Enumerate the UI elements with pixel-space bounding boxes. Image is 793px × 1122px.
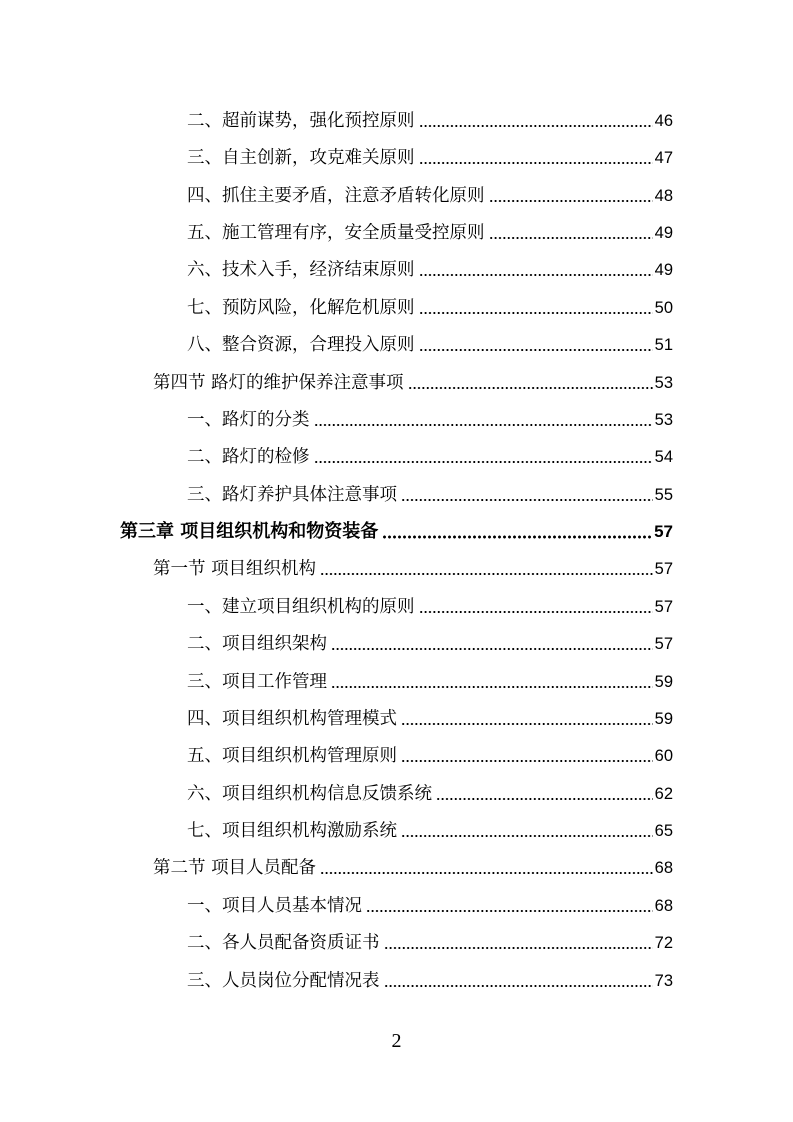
toc-entry-title: 五、项目组织机构管理原则	[187, 746, 397, 766]
toc-entry-title: 三、项目工作管理	[187, 672, 327, 692]
toc-entry[interactable]	[187, 330, 673, 356]
toc-dot-leader	[419, 610, 653, 614]
toc-entry-page: 50	[654, 299, 673, 317]
toc-dot-leader	[489, 236, 653, 240]
toc-entry[interactable]	[187, 741, 673, 767]
toc-entry[interactable]	[187, 891, 673, 917]
toc-entry-page: 62	[654, 785, 673, 803]
toc-dot-leader	[419, 161, 653, 165]
toc-entry[interactable]	[187, 779, 673, 805]
toc-dot-leader	[314, 423, 653, 427]
toc-entry-title: 第四节 路灯的维护保养注意事项	[153, 373, 404, 393]
toc-dot-leader	[401, 759, 653, 763]
toc-entry-page: 51	[654, 336, 673, 354]
toc-entry-page: 46	[654, 112, 673, 130]
toc-entry[interactable]	[187, 816, 673, 842]
toc-entry-page: 54	[654, 448, 673, 466]
toc-entry[interactable]	[187, 405, 673, 431]
toc-entry-page: 57	[654, 560, 673, 578]
toc-entry-page: 72	[654, 934, 673, 952]
toc-entry-title: 六、项目组织机构信息反馈系统	[187, 784, 432, 804]
toc-entry-title: 二、各人员配备资质证书	[187, 933, 380, 953]
toc-entry[interactable]	[187, 928, 673, 954]
toc-entry[interactable]	[187, 293, 673, 319]
toc-entry-page: 47	[654, 149, 673, 167]
toc-entry-page: 57	[654, 635, 673, 653]
toc-entry-page: 57	[654, 598, 673, 616]
toc-entry-title: 第二节 项目人员配备	[153, 858, 317, 878]
toc-entry[interactable]	[187, 592, 673, 618]
toc-dot-leader	[419, 124, 653, 128]
toc-entry[interactable]	[187, 667, 673, 693]
toc-entry[interactable]	[187, 143, 673, 169]
toc-entry-page: 49	[654, 224, 673, 242]
toc-entry-page: 73	[654, 972, 673, 990]
toc-entry-title: 五、施工管理有序，安全质量受控原则	[187, 223, 485, 243]
toc-dot-leader	[314, 460, 653, 464]
toc-entry-page: 60	[654, 747, 673, 765]
toc-entry[interactable]	[187, 966, 673, 992]
toc-entry-page: 55	[654, 486, 673, 504]
toc-entry-title: 一、路灯的分类	[187, 410, 310, 430]
toc-entry-title: 三、路灯养护具体注意事项	[187, 485, 397, 505]
toc-entry[interactable]	[187, 480, 673, 506]
toc-entry-page: 59	[654, 673, 673, 691]
toc-dot-leader	[419, 348, 653, 352]
toc-entry[interactable]	[187, 181, 673, 207]
toc-dot-leader	[320, 871, 653, 875]
toc-entry-title: 三、自主创新，攻克难关原则	[187, 148, 415, 168]
toc-entry-page: 49	[654, 261, 673, 279]
toc-dot-leader	[384, 984, 653, 988]
toc-entry[interactable]	[187, 218, 673, 244]
toc-entry-title: 第一节 项目组织机构	[153, 559, 317, 579]
toc-entry-page: 53	[654, 411, 673, 429]
toc-entry-section[interactable]	[153, 554, 673, 580]
toc-entry-title: 六、技术入手，经济结束原则	[187, 260, 415, 280]
toc-dot-leader	[436, 797, 653, 801]
toc-entry-title: 一、建立项目组织机构的原则	[187, 597, 415, 617]
toc-dot-leader	[366, 909, 653, 913]
toc-dot-leader	[419, 273, 653, 277]
toc-entry[interactable]	[187, 106, 673, 132]
toc-entry[interactable]	[187, 704, 673, 730]
toc-entry-page: 65	[654, 822, 673, 840]
toc-dot-leader	[401, 498, 653, 502]
toc-entry-title: 二、项目组织架构	[187, 634, 327, 654]
toc-entry-page: 48	[654, 187, 673, 205]
toc-entry-title: 四、抓住主要矛盾，注意矛盾转化原则	[187, 186, 485, 206]
toc-entry-page: 53	[654, 374, 673, 392]
toc-entry[interactable]	[187, 255, 673, 281]
toc-entry-title: 七、预防风险，化解危机原则	[187, 298, 415, 318]
toc-dot-leader	[384, 946, 653, 950]
toc-dot-leader	[408, 386, 653, 390]
toc-entry[interactable]	[187, 442, 673, 468]
toc-dot-leader	[320, 572, 653, 576]
toc-entry-section[interactable]	[153, 368, 673, 394]
toc-entry-chapter[interactable]	[120, 517, 673, 543]
toc-dot-leader	[382, 535, 652, 539]
toc-entry-title: 八、整合资源，合理投入原则	[187, 335, 415, 355]
toc-entry-section[interactable]	[153, 853, 673, 879]
toc-dot-leader	[331, 685, 653, 689]
toc-dot-leader	[331, 647, 653, 651]
page-number: 2	[391, 1030, 402, 1052]
toc-entry[interactable]	[187, 629, 673, 655]
toc-dot-leader	[489, 199, 653, 203]
toc-entry-title: 二、超前谋势，强化预控原则	[187, 111, 415, 131]
toc-entry-page: 68	[654, 897, 673, 915]
toc-entry-title: 一、项目人员基本情况	[187, 896, 362, 916]
toc-entry-title: 四、项目组织机构管理模式	[187, 709, 397, 729]
toc-entry-page: 59	[654, 710, 673, 728]
toc-entry-title: 第三章 项目组织机构和物资装备	[120, 521, 379, 542]
toc-dot-leader	[401, 834, 653, 838]
toc-entry-title: 七、项目组织机构激励系统	[187, 821, 397, 841]
toc-dot-leader	[419, 311, 653, 315]
toc-entry-page: 68	[654, 859, 673, 877]
toc-dot-leader	[401, 722, 653, 726]
toc-entry-title: 三、人员岗位分配情况表	[187, 971, 380, 991]
toc-entry-title: 二、路灯的检修	[187, 447, 310, 467]
toc-entry-page: 57	[654, 522, 673, 541]
